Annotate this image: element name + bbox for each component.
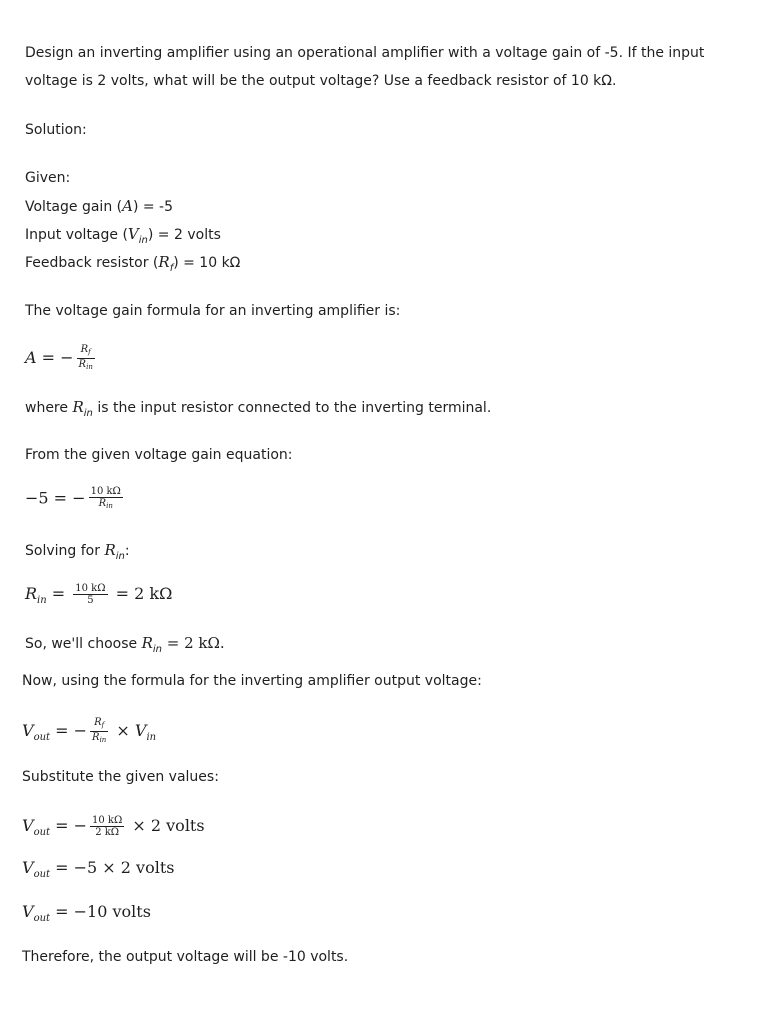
gain-fraction: $\frac{R_f}{R_{in}}$ [78, 344, 93, 371]
product-equation: $V_{out} = -5 \times 2$ volts [22, 858, 175, 880]
from-given-line: From the given voltage gain equation: [25, 447, 293, 463]
output-formula-fraction: $\frac{R_f}{R_{in}}$ [92, 717, 107, 744]
problem-line-1: Design an inverting amplifier using an operational amplifier with a voltage gain of -5. If the input [25, 45, 705, 61]
substitution-equation: $V_{out}$ = − $\frac{10 k\Omega}{2 k\Omega}$ × 2 volts [22, 815, 205, 838]
gain-equation: −5 = − $\frac{10 k\Omega}{R_{in}}$ [25, 486, 121, 510]
where-line: where $R_{in}$ is the input resistor connected to the inverting terminal. [25, 398, 492, 419]
choose-line: So, we'll choose $R_{in} = 2$ kΩ. [25, 634, 225, 655]
substitution-fraction: $\frac{10 k\Omega}{2 k\Omega}$ [92, 815, 123, 838]
output-formula: $V_{out}$ = − $\frac{R_f}{R_{in}}$ × $V_{in}$ [22, 717, 157, 744]
rin-equation: $R_{in}$ = $\frac{10 k\Omega}{5}$ = 2 kΩ [25, 583, 173, 606]
gain-eq-fraction: $\frac{10 k\Omega}{R_{in}}$ [90, 486, 121, 510]
substitute-line: Substitute the given values: [22, 769, 219, 785]
given-gain: Voltage gain (A) = -5 [25, 197, 174, 215]
now-using-line: Now, using the formula for the inverting amplifier output voltage: [22, 673, 482, 689]
conclusion-line: Therefore, the output voltage will be -10 volts. [22, 949, 349, 965]
gain-formula: A = − $\frac{R_f}{R_{in}}$ [25, 344, 93, 371]
result-equation: $V_{out} = -10$ volts [22, 902, 151, 924]
problem-line-2: voltage is 2 volts, what will be the output voltage? Use a feedback resistor of 10 kΩ. [25, 73, 617, 89]
gain-formula-intro: The voltage gain formula for an inverting amplifier is: [25, 303, 401, 319]
solution-label: Solution: [25, 122, 87, 138]
rin-fraction: $\frac{10 k\Omega}{5}$ [75, 583, 106, 606]
solving-line: Solving for $R_{in}$: [25, 541, 130, 562]
given-input-voltage: Input voltage $(V_{in}) = 2$ volts [25, 225, 221, 246]
given-heading: Given: [25, 170, 71, 186]
given-feedback-resistor: Feedback resistor $(R_f) = 10$ kΩ [25, 253, 241, 274]
